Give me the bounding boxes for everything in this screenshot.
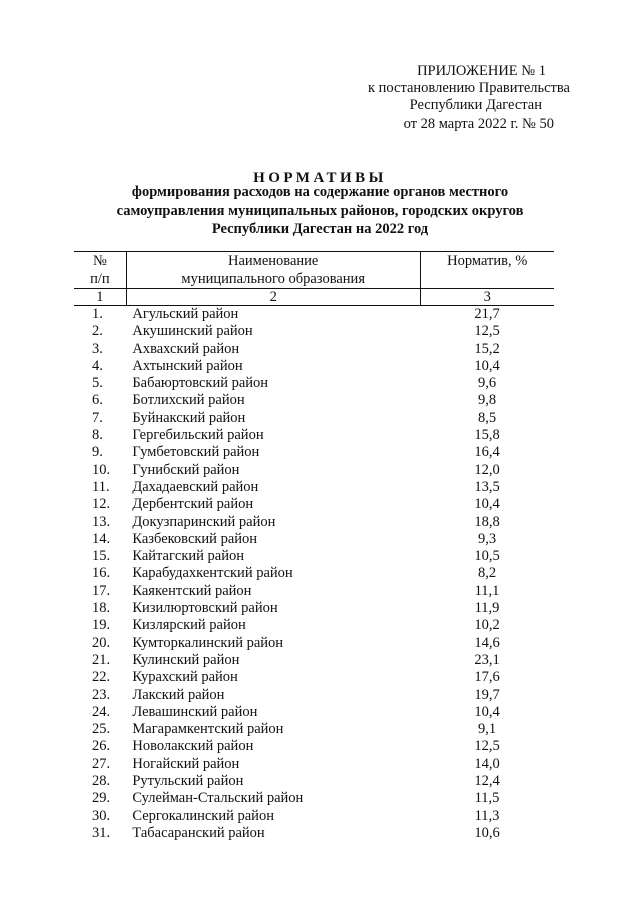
title-line-2: самоуправления муниципальных районов, городских округов [116,203,524,219]
row-number: 20. [92,634,111,651]
norm-value: 11,3 [474,807,500,824]
appendix-republic: Республики Дагестан [409,97,542,113]
row-number: 7. [92,409,103,426]
appendix-reference: к постановлению Правительства [368,80,570,96]
row-number: 16. [92,565,111,582]
norm-value: 11,9 [474,600,500,617]
municipality-name: Кайтагский район [132,548,245,565]
table-row [74,600,554,617]
municipality-name: Курахский район [132,669,238,686]
norm-value: 11,5 [474,790,500,807]
municipality-name: Гунибский район [132,461,240,478]
row-number: 18. [92,600,111,617]
row-number: 12. [92,496,111,513]
municipality-name: Ахтынский район [132,357,243,374]
norm-value: 15,8 [474,427,500,444]
municipality-name: Каякентский район [132,582,252,599]
table-row [74,479,554,496]
norm-value: 9,8 [477,392,497,409]
row-number: 30. [92,807,111,824]
header-number [74,252,126,289]
table-row [74,756,554,773]
municipality-name: Сулейман-Стальский район [132,790,304,807]
norm-value: 18,8 [474,513,500,530]
row-number: 6. [92,392,103,409]
row-number: 11. [92,478,110,495]
row-number: 26. [92,738,111,755]
table-row [74,323,554,340]
norm-value: 12,4 [474,773,500,790]
row-number: 15. [92,548,111,565]
table-header-row [74,252,554,289]
table-row [74,306,554,324]
header-number-sign: № [93,253,107,269]
norm-value: 12,5 [474,323,500,340]
row-number: 22. [92,669,111,686]
row-number: 24. [92,703,111,720]
table-row [74,341,554,358]
row-number: 28. [92,773,111,790]
norm-value: 10,2 [474,617,500,634]
municipality-name: Докузпаринский район [132,513,276,530]
table-row [74,565,554,582]
municipality-name: Новолакский район [132,738,254,755]
municipality-name: Левашинский район [132,703,258,720]
municipality-name: Лакский район [132,686,225,703]
title-heading: НОРМАТИВЫ [253,170,387,186]
norm-value: 9,1 [477,721,497,738]
header-name [126,252,420,289]
row-number: 25. [92,721,111,738]
norm-value: 16,4 [474,444,500,461]
norm-value: 14,6 [474,634,500,651]
municipality-name: Ахвахский район [132,340,240,357]
row-number: 1. [92,306,103,322]
norm-value: 10,4 [474,703,500,720]
municipality-name: Ботлихский район [132,392,245,409]
municipality-name: Кизлярский район [132,617,246,634]
column-number: 1 [74,289,126,306]
title-line-1: формирования расходов на содержание органов местного [131,184,509,200]
norm-value: 19,7 [474,686,500,703]
table-row [74,687,554,704]
header-name-line-2: муниципального образования [181,271,365,287]
row-number: 14. [92,530,111,547]
table-row [74,773,554,790]
row-number: 2. [92,323,103,340]
column-number-row [74,289,554,306]
municipality-name: Буйнакский район [132,409,246,426]
municipality-name: Кизилюртовский район [132,600,278,617]
norm-value: 12,0 [474,461,500,478]
norm-value: 14,0 [474,755,500,772]
municipality-name: Кумторкалинский район [132,634,284,651]
norm-value: 10,4 [474,357,500,374]
norm-value: 15,2 [474,340,500,357]
norm-value: 9,6 [477,375,497,392]
municipality-name: Кулинский район [132,651,240,668]
norm-value: 11,1 [474,582,500,599]
norm-value: 8,2 [477,565,497,582]
table-row [74,808,554,825]
row-number: 9. [92,444,103,461]
row-number: 4. [92,357,103,374]
norm-value: 8,5 [477,409,497,426]
table-row [74,790,554,807]
norm-value: 17,6 [474,669,500,686]
appendix-date: от 28 марта 2022 г. № 50 [403,116,554,132]
table-row [74,358,554,375]
municipality-name: Гергебильский район [132,427,264,444]
norm-value: 21,7 [474,306,500,322]
row-number: 5. [92,375,103,392]
table-row [74,462,554,479]
municipality-name: Табасаранский район [132,824,265,841]
municipality-name: Дербентский район [132,496,254,513]
municipality-name: Рутульский район [132,773,244,790]
municipality-name: Агульский район [132,306,239,322]
table-row [74,444,554,461]
table-row [74,427,554,444]
municipality-name: Дахадаевский район [132,478,259,495]
appendix-title: ПРИЛОЖЕНИЕ № 1 [417,63,546,79]
municipality-name: Сергокалинский район [132,807,274,824]
row-number: 31. [92,824,111,841]
row-number: 17. [92,582,111,599]
row-number: 8. [92,427,103,444]
table-row [74,514,554,531]
norm-value: 23,1 [474,651,500,668]
row-number: 10. [92,461,111,478]
norm-value: 13,5 [474,478,500,495]
municipality-name: Ногайский район [132,755,240,772]
row-number: 3. [92,340,103,357]
header-name-line-1: Наименование [228,253,319,269]
table-row [74,548,554,565]
norm-value: 10,4 [474,496,500,513]
row-number: 27. [92,755,111,772]
table-row [74,652,554,669]
title-line-3: Республики Дагестан на 2022 год [211,221,429,237]
column-number: 2 [126,289,420,306]
header-number-abbr: п/п [90,271,110,287]
norms-table [74,251,554,842]
norm-value: 9,3 [477,530,497,547]
row-number: 13. [92,513,111,530]
column-number: 3 [420,289,554,306]
table-row [74,825,554,842]
municipality-name: Магарамкентский район [132,721,284,738]
row-number: 29. [92,790,111,807]
table-row [74,583,554,600]
table-row [74,635,554,652]
table-row [74,496,554,513]
table-row [74,531,554,548]
municipality-name: Гумбетовский район [132,444,260,461]
table-row [74,617,554,634]
table-row [74,721,554,738]
table-row [74,375,554,392]
norm-value: 10,5 [474,548,500,565]
table-row [74,410,554,427]
row-number: 19. [92,617,111,634]
municipality-name: Бабаюртовский район [132,375,269,392]
row-number: 21. [92,651,111,668]
municipality-name: Акушинский район [132,323,253,340]
table-row [74,669,554,686]
norm-value: 12,5 [474,738,500,755]
table-row [74,738,554,755]
table-row [74,392,554,409]
municipality-name: Казбековский район [132,530,258,547]
header-norm: Норматив, % [420,252,554,289]
row-number: 23. [92,686,111,703]
municipality-name: Карабудахкентский район [132,565,293,582]
norm-value: 10,6 [474,824,500,841]
table-row [74,704,554,721]
